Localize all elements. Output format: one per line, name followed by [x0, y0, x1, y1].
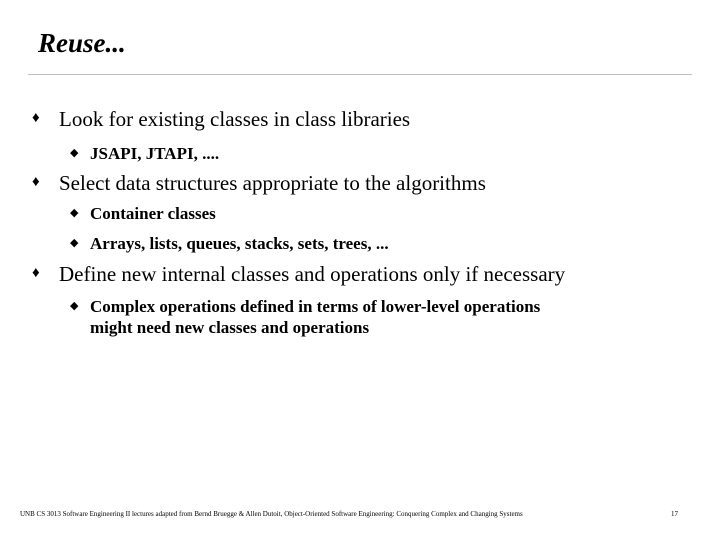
diamond-sub-bullet-icon: ◆ — [70, 300, 79, 312]
bullet-text: Look for existing classes in class libraries — [59, 107, 411, 131]
diamond-sub-bullet-icon: ◆ — [70, 207, 79, 219]
diamond-bullet-icon: ♦ — [32, 110, 40, 126]
title-divider — [28, 74, 692, 75]
sub-bullet-text: JSAPI, JTAPI, .... — [90, 144, 220, 163]
sub-bullet-text: Container classes — [90, 204, 216, 223]
sub-bullet-text-line: Complex operations defined in terms of lower-level operations — [90, 297, 541, 316]
diamond-sub-bullet-icon: ◆ — [70, 237, 79, 249]
bullet-text: Define new internal classes and operations only if necessary — [59, 262, 566, 286]
sub-bullet-text-line: might need new classes and operations — [90, 318, 370, 337]
slide-title: Reuse... — [38, 28, 126, 58]
diamond-bullet-icon: ♦ — [32, 174, 40, 190]
bullet-text: Select data structures appropriate to the algorithms — [59, 171, 486, 195]
page-number: 17 — [671, 510, 678, 518]
diamond-bullet-icon: ♦ — [32, 265, 40, 281]
diamond-sub-bullet-icon: ◆ — [70, 147, 79, 159]
sub-bullet-text: Arrays, lists, queues, stacks, sets, trees, ... — [90, 234, 389, 253]
footer-credit: UNB CS 3013 Software Engineering II lectures adapted from Bernd Bruegge & Allen Dutoit, Object-Oriented Software Engineering: Conquering Complex and Changing Systems — [20, 510, 523, 518]
